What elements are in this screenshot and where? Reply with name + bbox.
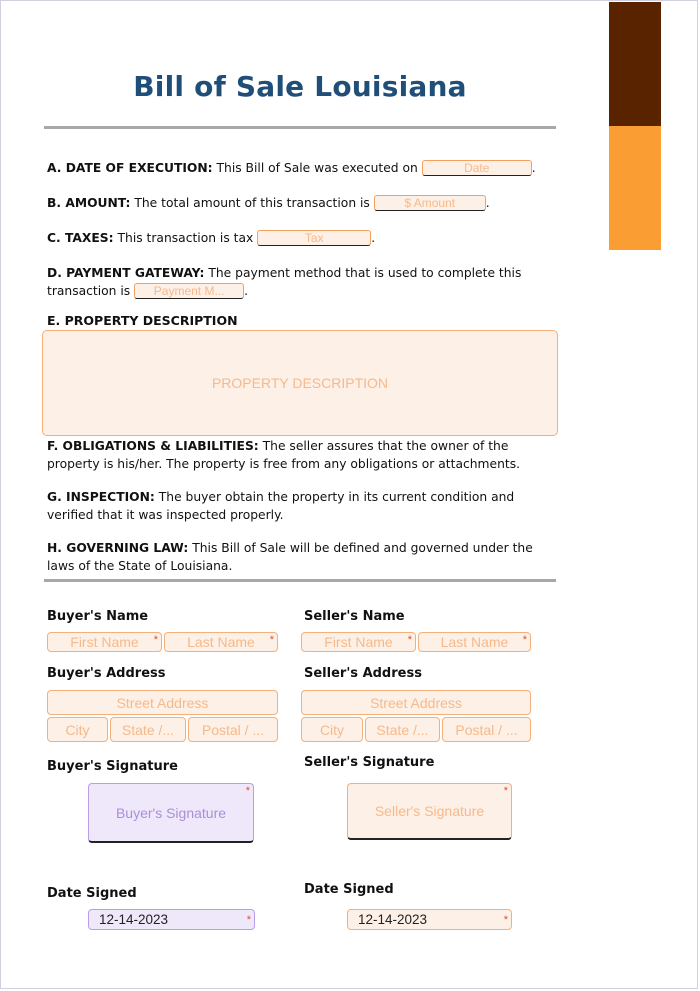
buyer-city-input[interactable]: City <box>47 717 108 742</box>
required-marker: * <box>503 785 508 797</box>
seller-city-input[interactable]: City <box>301 717 363 742</box>
section-c <box>47 229 557 247</box>
seller-signature-placeholder: Seller's Signature <box>374 803 485 819</box>
buyer-state-input[interactable]: State /... <box>110 717 186 742</box>
property-description-field[interactable]: PROPERTY DESCRIPTION <box>42 330 558 436</box>
required-marker: * <box>407 634 412 646</box>
section-g <box>47 488 557 524</box>
buyer-address-label: Buyer's Address <box>47 666 166 681</box>
required-marker: * <box>245 785 250 797</box>
buyer-date-input[interactable] <box>88 909 255 930</box>
buyer-signature-placeholder: Buyer's Signature <box>115 804 227 821</box>
seller-name-label: Seller's Name <box>304 609 405 624</box>
section-c-end: . <box>371 231 376 245</box>
seller-date-label: Date Signed <box>304 882 394 897</box>
section-a-end: . <box>531 161 536 175</box>
section-a-text: This Bill of Sale was executed on <box>216 161 418 175</box>
section-b-text: The total amount of this transaction is <box>134 196 370 210</box>
required-marker: * <box>503 914 508 926</box>
seller-street-input[interactable]: Street Address <box>301 690 531 715</box>
buyer-date-value: 12-14-2023 <box>99 912 169 927</box>
amount-field[interactable]: $ Amount <box>374 195 486 211</box>
required-marker: * <box>522 634 527 646</box>
section-a-label: A. DATE OF EXECUTION: <box>47 161 213 175</box>
required-marker: * <box>246 914 251 926</box>
section-a <box>47 159 557 177</box>
seller-last-name-placeholder: Last Name <box>440 634 509 650</box>
date-of-execution-field[interactable]: Date <box>422 160 532 176</box>
section-h-text: This Bill of Sale will be defined and governed under the laws of the State of Louisiana. <box>47 541 533 573</box>
section-b-label: B. AMOUNT: <box>47 196 131 210</box>
section-b <box>47 194 557 212</box>
seller-date-input[interactable] <box>347 909 512 930</box>
buyer-last-name-input[interactable] <box>164 632 278 652</box>
seller-last-name-input[interactable] <box>418 632 531 652</box>
buyer-signature-pad[interactable] <box>88 783 254 843</box>
buyer-first-name-input[interactable] <box>47 632 162 652</box>
buyer-street-input[interactable]: Street Address <box>47 690 278 715</box>
section-c-text: This transaction is tax <box>117 231 254 245</box>
seller-address-label: Seller's Address <box>304 666 422 681</box>
divider-bottom <box>44 579 556 582</box>
seller-state-input[interactable]: State /... <box>365 717 440 742</box>
seller-signature-label: Seller's Signature <box>304 755 435 770</box>
section-b-end: . <box>485 196 490 210</box>
document-title: Bill of Sale Louisiana <box>133 70 467 103</box>
seller-first-name-placeholder: First Name <box>324 634 393 650</box>
section-g-text: The buyer obtain the property in its current condition and verified that it was inspected properly. <box>47 490 515 522</box>
property-description-heading: E. PROPERTY DESCRIPTION <box>47 313 238 328</box>
buyer-postal-input[interactable]: Postal / ... <box>188 717 278 742</box>
divider-top <box>44 126 556 129</box>
seller-first-name-input[interactable] <box>301 632 416 652</box>
buyer-date-label: Date Signed <box>47 886 137 901</box>
buyer-first-name-placeholder: First Name <box>70 634 139 650</box>
required-marker: * <box>153 634 158 646</box>
seller-date-value: 12-14-2023 <box>358 912 428 927</box>
section-h-label: H. GOVERNING LAW: <box>47 541 189 555</box>
tax-field[interactable]: Tax <box>257 230 371 246</box>
section-d-end: . <box>244 284 249 298</box>
section-d-text: The payment method that is used to complete this transaction is <box>47 266 522 298</box>
section-f-label: F. OBLIGATIONS & LIABILITIES: <box>47 439 259 453</box>
buyer-signature-label: Buyer's Signature <box>47 759 178 774</box>
section-d <box>47 264 557 300</box>
payment-method-field[interactable]: Payment M... <box>134 283 244 299</box>
section-g-label: G. INSPECTION: <box>47 490 155 504</box>
section-f-text: The seller assures that the owner of the property is his/her. The property is free from any obligations or attachments. <box>47 439 521 471</box>
section-f <box>47 437 557 473</box>
decorative-bar-orange <box>609 126 661 250</box>
required-marker: * <box>269 634 274 646</box>
seller-signature-pad[interactable] <box>347 783 512 840</box>
section-h <box>47 539 557 575</box>
section-d-label: D. PAYMENT GATEWAY: <box>47 266 205 280</box>
decorative-bar-dark <box>609 2 661 126</box>
buyer-name-label: Buyer's Name <box>47 609 149 624</box>
seller-postal-input[interactable]: Postal / ... <box>442 717 531 742</box>
section-c-label: C. TAXES: <box>47 231 114 245</box>
buyer-last-name-placeholder: Last Name <box>187 634 255 650</box>
